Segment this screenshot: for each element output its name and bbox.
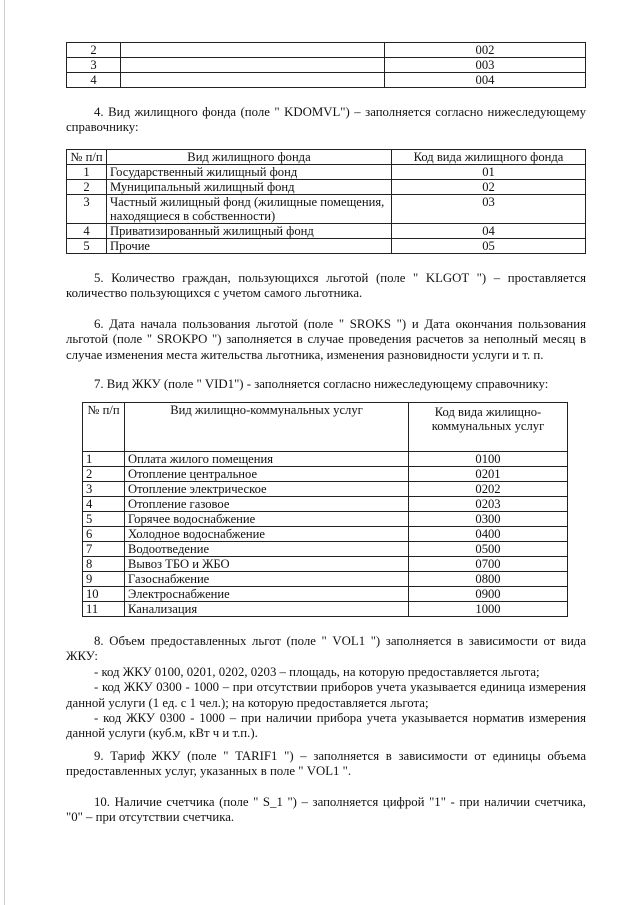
cell-name <box>121 58 385 73</box>
cell-num: 4 <box>67 73 121 88</box>
cell-code: 05 <box>392 239 586 254</box>
paragraph-9: 9. Тариф ЖКУ (поле " TARIF1 ") – заполняется в зависимости от единицы объема предоставленных услуг, указанных в поле " VOL1 ". <box>66 749 586 779</box>
cell-type: Электроснабжение <box>125 587 409 602</box>
cell-type: Водоотведение <box>125 542 409 557</box>
cell-type: Частный жилищный фонд (жилищные помещения, находящиеся в собственности) <box>107 195 392 224</box>
cell-type: Прочие <box>107 239 392 254</box>
cell-type: Холодное водоснабжение <box>125 527 409 542</box>
cell-code: 0800 <box>409 572 568 587</box>
cell-num: 1 <box>83 452 125 467</box>
cell-code: 0400 <box>409 527 568 542</box>
cell-type: Отопление электрическое <box>125 482 409 497</box>
table-row <box>67 180 586 195</box>
header-num: № п/п <box>67 150 107 165</box>
table-row <box>83 527 568 542</box>
cell-num: 3 <box>83 482 125 497</box>
cell-code: 02 <box>392 180 586 195</box>
cell-code: 0900 <box>409 587 568 602</box>
cell-type: Государственный жилищный фонд <box>107 165 392 180</box>
header-type: Вид жилищно-коммунальных услуг <box>125 403 409 452</box>
housing-fund-table <box>66 149 586 254</box>
cell-type: Муниципальный жилищный фонд <box>107 180 392 195</box>
table-row <box>83 467 568 482</box>
table-row <box>67 224 586 239</box>
header-code: Код вида жилищно-коммунальных услуг <box>409 403 568 452</box>
cell-code: 0201 <box>409 467 568 482</box>
cell-code: 003 <box>385 58 586 73</box>
paragraph-8-intro: 8. Объем предоставленных льгот (поле " VOL1 ") заполняется в зависимости от вида ЖКУ: <box>66 634 586 664</box>
cell-num: 3 <box>67 195 107 224</box>
cell-type: Вывоз ТБО и ЖБО <box>125 557 409 572</box>
table-row <box>67 73 586 88</box>
paragraph-5: 5. Количество граждан, пользующихся льготой (поле " KLGOT ") – проставляется количество пользующихся с учетом самого льготника. <box>66 271 586 301</box>
cell-code: 0203 <box>409 497 568 512</box>
cell-type: Газоснабжение <box>125 572 409 587</box>
cell-num: 7 <box>83 542 125 557</box>
cell-type: Оплата жилого помещения <box>125 452 409 467</box>
paragraph-8-item: - код ЖКУ 0300 - 1000 – при отсутствии приборов учета указывается единица измерения данной услуги (1 ед. с 1 чел.); на которую предоставляется льгота; <box>66 680 586 710</box>
header-type: Вид жилищного фонда <box>107 150 392 165</box>
kdomvl-prev-table <box>66 42 586 88</box>
cell-num: 2 <box>67 43 121 58</box>
cell-code: 0300 <box>409 512 568 527</box>
table-row <box>83 482 568 497</box>
header-code: Код вида жилищного фонда <box>392 150 586 165</box>
cell-num: 8 <box>83 557 125 572</box>
cell-code: 04 <box>392 224 586 239</box>
table-row <box>83 587 568 602</box>
scan-edge-line <box>4 0 5 905</box>
cell-type: Канализация <box>125 602 409 617</box>
table-header-row <box>83 403 568 452</box>
table-row <box>67 239 586 254</box>
paragraph-4: 4. Вид жилищного фонда (поле " KDOMVL") – заполняется согласно нижеследующему справочнику: <box>66 105 586 135</box>
cell-num: 3 <box>67 58 121 73</box>
cell-num: 11 <box>83 602 125 617</box>
cell-code: 1000 <box>409 602 568 617</box>
cell-code: 01 <box>392 165 586 180</box>
table-row <box>83 572 568 587</box>
paragraph-8 <box>66 634 586 742</box>
table-row <box>83 602 568 617</box>
cell-name <box>121 73 385 88</box>
cell-num: 10 <box>83 587 125 602</box>
cell-name <box>121 43 385 58</box>
header-num: № п/п <box>83 403 125 452</box>
cell-type: Горячее водоснабжение <box>125 512 409 527</box>
cell-num: 1 <box>67 165 107 180</box>
cell-code: 0202 <box>409 482 568 497</box>
cell-num: 2 <box>83 467 125 482</box>
cell-code: 03 <box>392 195 586 224</box>
cell-num: 5 <box>83 512 125 527</box>
cell-num: 9 <box>83 572 125 587</box>
table-row <box>83 542 568 557</box>
cell-code: 002 <box>385 43 586 58</box>
cell-type: Отопление центральное <box>125 467 409 482</box>
paragraph-8-item: - код ЖКУ 0300 - 1000 – при наличии прибора учета указывается норматив измерения данной услуги (куб.м, кВт ч и т.п.). <box>66 711 586 741</box>
table-row <box>83 512 568 527</box>
cell-num: 2 <box>67 180 107 195</box>
cell-num: 6 <box>83 527 125 542</box>
table-row <box>67 58 586 73</box>
housing-services-table <box>82 402 568 617</box>
paragraph-8-item: - код ЖКУ 0100, 0201, 0202, 0203 – площадь, на которую предоставляется льгота; <box>94 664 540 679</box>
table-row <box>67 165 586 180</box>
cell-code: 004 <box>385 73 586 88</box>
cell-type: Приватизированный жилищный фонд <box>107 224 392 239</box>
table-header-row <box>67 150 586 165</box>
cell-code: 0100 <box>409 452 568 467</box>
paragraph-10: 10. Наличие счетчика (поле " S_1 ") – заполняется цифрой "1" - при наличии счетчика, "0" – при отсутствии счетчика. <box>66 795 586 825</box>
table-row <box>67 195 586 224</box>
cell-code: 0500 <box>409 542 568 557</box>
cell-type: Отопление газовое <box>125 497 409 512</box>
paragraph-7: 7. Вид ЖКУ (поле " VID1") - заполняется согласно нижеследующему справочнику: <box>94 377 549 391</box>
table-row <box>83 452 568 467</box>
table-row <box>83 497 568 512</box>
cell-code: 0700 <box>409 557 568 572</box>
table-row <box>83 557 568 572</box>
paragraph-6: 6. Дата начала пользования льготой (поле " SROKS ") и Дата окончания пользования льготой (поле " SROKPO ") заполняется в случае проведения расчетов за неполный месяц в случае изменения места жительства льготника, изменения разновидности услуги и т. п. <box>66 317 586 362</box>
cell-num: 5 <box>67 239 107 254</box>
table-row <box>67 43 586 58</box>
cell-num: 4 <box>83 497 125 512</box>
cell-num: 4 <box>67 224 107 239</box>
